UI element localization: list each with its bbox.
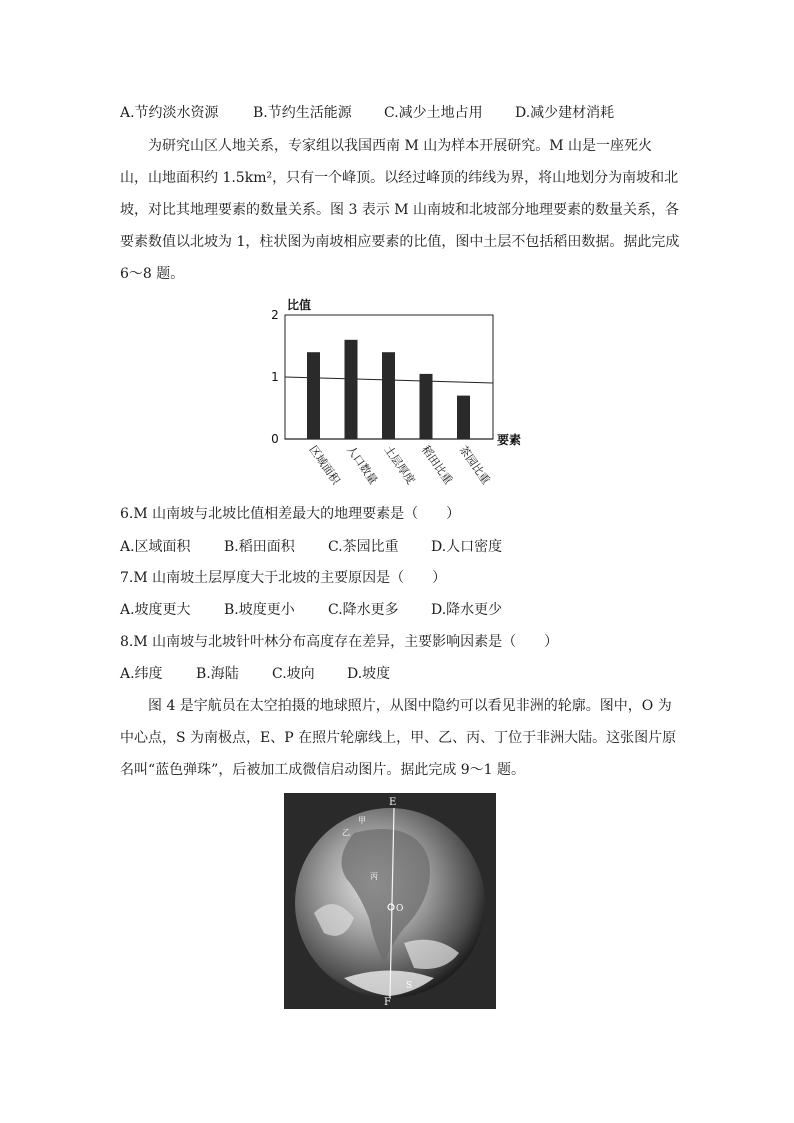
bar-2 [345, 340, 358, 439]
label-e: E [389, 797, 397, 808]
y-tick-label: 2 [271, 308, 279, 322]
intro-paragraph-9: 图 4 是宇航员在太空拍摄的地球照片，从图中隐约可以看见非洲的轮廓。图中，O 为中心点，S 为南极点，E、P 在照片轮廓线上，甲、乙、丙、丁位于非洲大陆。这张图片原名叫“蓝色弹珠”，后被加工成微信启动图片。据此完成 9～1 题。 [120, 698, 677, 778]
label-c1: 丙 [370, 872, 378, 881]
earth-photo [284, 793, 496, 1009]
q5-option-a: A.节约淡水资源 [120, 105, 219, 121]
q7-option-d: D.降水更少 [431, 602, 503, 618]
q5-option-d: D.减少建材消耗 [515, 105, 615, 121]
q8-option-c: C.坡向 [272, 666, 315, 682]
q5-option-b: B.节约生活能源 [253, 105, 352, 121]
intro-paragraph-6-8: 为研究山区人地关系，专家组以我国西南 M 山为样本开展研究。M 山是一座死火山，山地面积约 1.5km²，只有一个峰顶。以经过峰顶的纬线为界，将山地划分为南坡和北坡，对比其地理要素的数量关系。图 3 表示 M 山南坡和北坡部分地理要素的数量关系，各要素数值以北坡为 1，柱状图为南坡相应要素的比值，图中土层不包括稻田数据。据此完成 6～8 题。 [120, 138, 680, 282]
ratio-bar-chart [255, 295, 545, 495]
q6-option-a: A.区域面积 [120, 539, 191, 555]
label-s: S [406, 981, 413, 991]
q8-option-a: A.纬度 [120, 666, 163, 682]
label-c2: 乙 [342, 828, 350, 837]
x-tick-label: 茶园比重 [456, 443, 493, 487]
q6-option-b: B.稻田面积 [224, 539, 295, 555]
q6-option-d: D.人口密度 [431, 539, 503, 555]
chart-ylabel: 比值 [287, 298, 312, 312]
q7-option-a: A.坡度更大 [120, 602, 191, 618]
bar-3 [382, 352, 395, 439]
bar-1 [307, 352, 320, 439]
q7-option-b: B.坡度更小 [224, 602, 295, 618]
chart-xlabel: 要素 [497, 433, 522, 447]
label-o: O [396, 904, 404, 914]
q8-stem: 8.M 山南坡与北坡针叶林分布高度存在差异，主要影响因素是（ ） [120, 634, 559, 650]
bar-4 [420, 374, 433, 439]
x-tick-label: 稻田比重 [419, 443, 455, 487]
x-tick-label: 区域面积 [306, 443, 343, 487]
q5-option-c: C.减少土地占用 [384, 105, 483, 121]
q8-option-b: B.海陆 [196, 666, 239, 682]
y-tick-label: 1 [271, 370, 279, 384]
label-f: F [384, 997, 391, 1008]
bar-5 [457, 396, 470, 439]
q6-stem: 6.M 山南坡与北坡比值相差最大的地理要素是（ ） [120, 506, 461, 522]
y-tick-label: 0 [271, 432, 279, 446]
x-tick-label: 人口数量 [344, 443, 380, 487]
x-tick-label: 土层厚度 [381, 443, 418, 487]
label-c3: 甲 [358, 816, 366, 825]
q8-option-d: D.坡度 [347, 666, 391, 682]
q7-option-c: C.降水更多 [328, 602, 399, 618]
q6-option-c: C.茶园比重 [328, 539, 399, 555]
q7-stem: 7.M 山南坡土层厚度大于北坡的主要原因是（ ） [120, 570, 447, 586]
